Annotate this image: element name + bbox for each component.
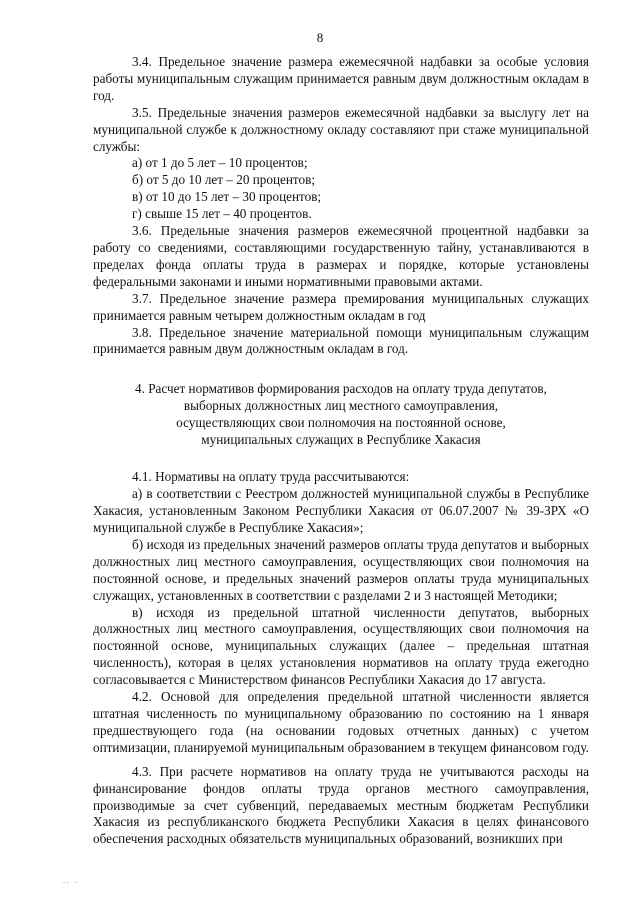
heading-line: муниципальных служащих в Республике Хакасия [201,432,481,448]
paragraph: 4.1. Нормативы на оплату труда рассчитываются: [132,469,410,485]
paragraph: б) от 5 до 10 лет – 20 процентов; [132,172,316,188]
heading-line: осуществляющих свои полномочия на постоянной основе, [176,415,506,431]
heading-line: выборных должностных лиц местного самоуправления, [183,398,499,414]
paragraph: 3.5. Предельные значения размеров ежемесячной надбавки за выслугу лет на муниципальной службе к должностному окладу составляют при стаже муниципальной службы: [93,104,589,154]
paragraph: 4.3. При расчете нормативов на оплату труда не учитываются расходы на финансирование фондов оплаты труда органов местного самоуправления, производимые за счет субвенций, передаваемых местным бюджетам Республики Хакасия из республиканского бюджета Республики Хакасия в целях финансового обеспечения расходных обязательств муниципальных образований, возникших при [93,763,589,847]
section-4-heading [93,380,589,448]
heading-line: 4. Расчет нормативов формирования расходов на оплату труда депутатов, [135,381,547,397]
paragraph: 4.2. Основой для определения предельной штатной численности является штатная численность по муниципальному образованию по состоянию на 1 января предшествующего года (на основании годовых отчетных данных) с учетом оптимизации, планируемой муниципальным образованием в текущем финансовом году. [93,689,589,755]
paragraph: в) от 10 до 15 лет – 30 процентов; [132,189,322,205]
footer-mark: .. . [63,876,79,885]
paragraph: в) исходя из предельной штатной численности депутатов, выборных должностных лиц местного самоуправления, осуществляющих свои полномочия на постоянной основе, муниципальных служащих (далее – предельная штатная численность), которая в целях установления нормативов на оплату труда ежегодно согласовывается с Министерством финансов Республики Хакасия до 17 августа. [93,604,589,688]
paragraph: 3.4. Предельное значение размера ежемесячной надбавки за особые условия работы муниципальным служащим принимается равным двум должностным окладам в год. [93,54,589,103]
paragraph: а) в соответствии с Реестром должностей муниципальной службы в Республике Хакасия, установленным Законом Республики Хакасия от 06.07.2007 № 39-ЗРХ «О муниципальной службе в Республике Хакасия»; [93,486,589,536]
page-number: 8 [316,30,324,45]
paragraph: 3.6. Предельные значения размеров ежемесячной процентной надбавки за работу со сведениями, составляющими государственную тайну, устанавливаются в пределах фонда оплаты труда в размерах и порядке, которые установлены федеральными законами и иными нормативными правовыми актами. [93,223,589,289]
paragraph: б) исходя из предельных значений размеров оплаты труда депутатов и выборных должностных лиц местного самоуправления, осуществляющих свои полномочия на постоянной основе, и предельных значений размеров оплаты труда муниципальных служащих, установленных в соответствии с разделами 2 и 3 настоящей Методики; [93,536,589,603]
paragraph: 3.8. Предельное значение материальной помощи муниципальным служащим принимается равным двум должностным окладам в год. [93,324,589,357]
paragraph: г) свыше 15 лет – 40 процентов. [132,206,312,222]
section-4-paragraphs [93,469,589,848]
paragraph: а) от 1 до 5 лет – 10 процентов; [132,155,308,171]
paragraph: 3.7. Предельное значение размера премирования муниципальных служащих принимается равным четырем должностным окладам в год [93,290,589,323]
section-3-paragraphs [93,54,589,358]
document-body [93,54,589,848]
